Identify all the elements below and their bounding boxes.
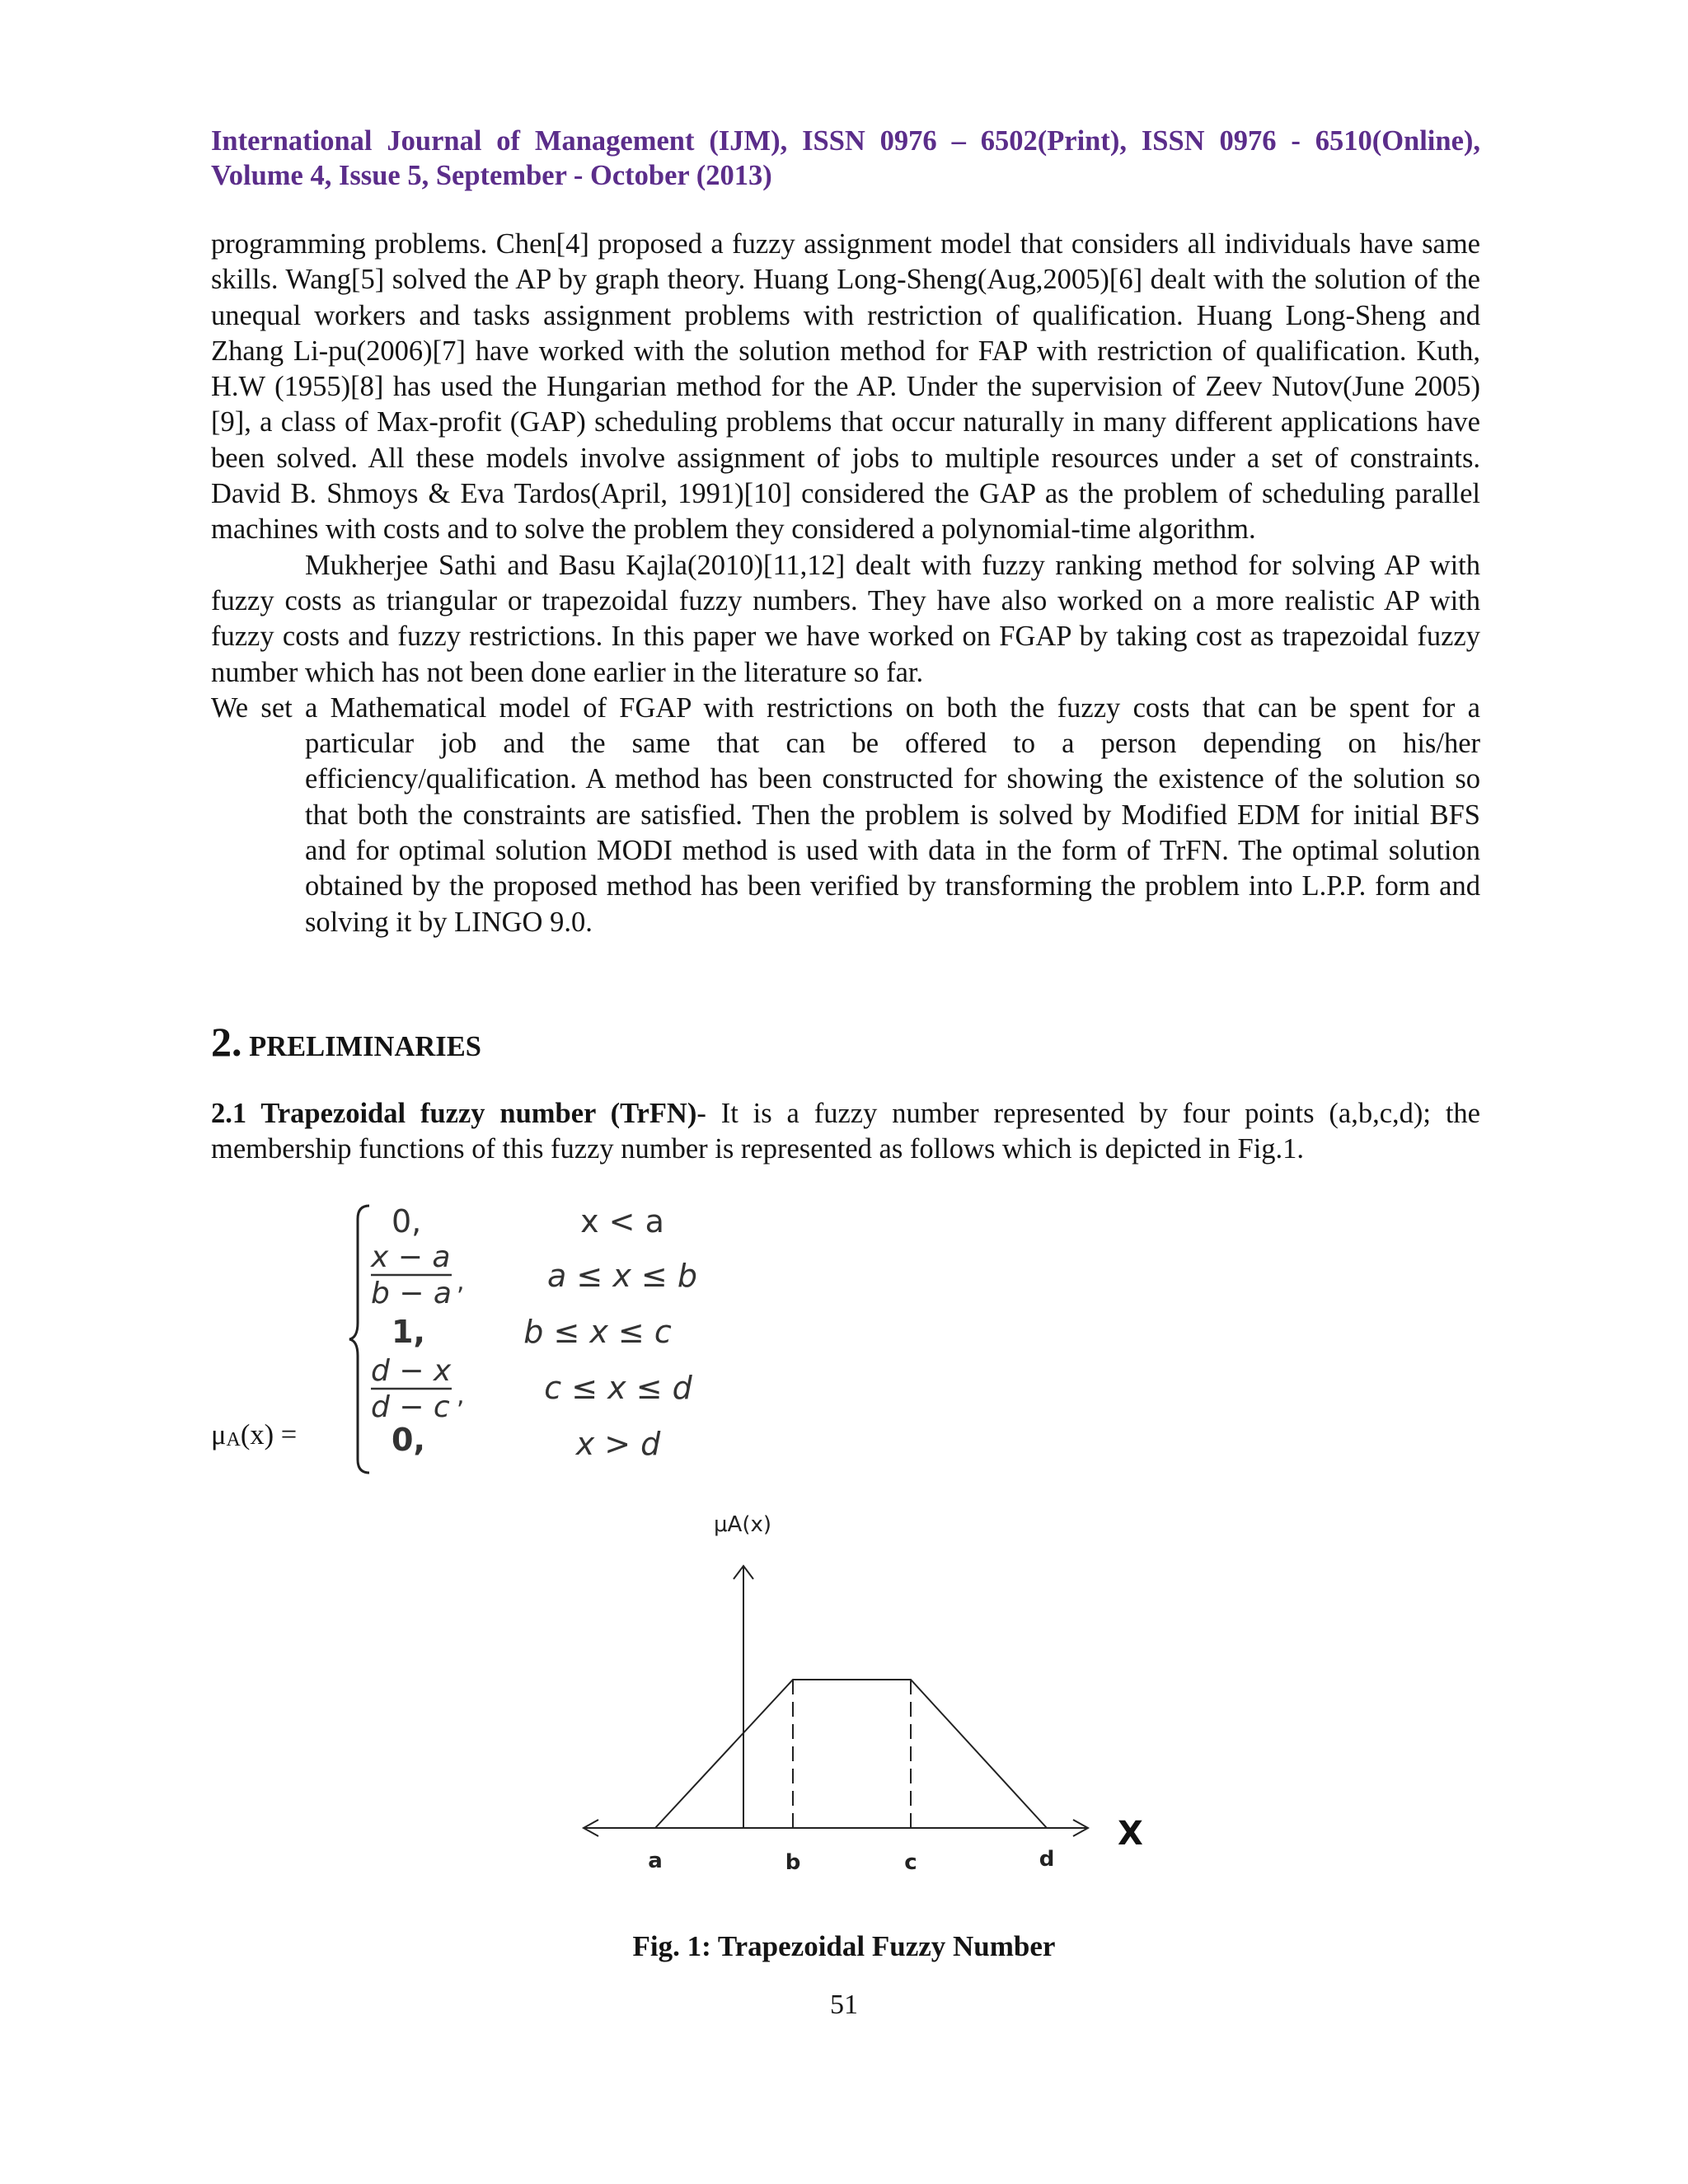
mu-subscript: A (226, 1429, 241, 1451)
value-1: 1, (392, 1314, 425, 1350)
value-fraction-2-den: d − c (371, 1390, 450, 1424)
y-axis-label: μA(x) (714, 1512, 772, 1537)
comma-1: , (457, 1268, 465, 1296)
value-0-last: 0, (392, 1422, 425, 1458)
subsection (211, 1096, 1480, 1168)
left-brace-icon (349, 1206, 369, 1473)
point-label-c: c (904, 1850, 917, 1875)
point-label-d: d (1039, 1847, 1055, 1872)
journal-header (211, 124, 1480, 193)
paragraph-3: We set a Mathematical model of FGAP with restrictions on both the fuzzy costs that can be spent for a particular job and the same that can be offered to a person depending on his/her efficiency/qualification. A method has been constructed for showing the existence of the solution so that both the constraints are satisfied. Then the problem is solved by Modified EDM for initial BFS and for optimal solution MODI method is used with data in the form of TrFN. The optimal solution obtained by the proposed method has been verified by transforming the problem into L.P.P. form and solving it by LINGO 9.0. (211, 691, 1480, 938)
condition-3: b ≤ x ≤ c (523, 1314, 672, 1350)
value-0-first: 0, (392, 1203, 422, 1240)
membership-formula (346, 1199, 808, 1479)
paragraph-2: Mukherjee Sathi and Basu Kajla(2010)[11,12] dealt with fuzzy ranking method for solving AP with fuzzy costs as triangular or trapezoidal fuzzy numbers. They have also worked on a more realistic AP with fuzzy costs and fuzzy restrictions. In this paper we have worked on FGAP by taking cost as trapezoidal fuzzy number which has not been done earlier in the literature so far. (211, 549, 1480, 688)
formula-lhs-rest: (x) = (240, 1419, 298, 1451)
trapezoid-figure (560, 1500, 1170, 1896)
page-number: 51 (830, 1990, 858, 2020)
value-fraction-1-num: x − a (371, 1240, 451, 1274)
subsection-label: 2.1 Trapezoidal fuzzy number (TrFN) (211, 1098, 697, 1129)
header-line-1: International Journal of Management (IJM), ISSN 0976 – 6502(Print), ISSN 0976 - 6510(Online), (211, 125, 1480, 157)
mu-symbol: μ (211, 1419, 227, 1451)
section-heading (211, 1018, 481, 1066)
point-label-a: a (648, 1849, 663, 1873)
formula-lhs (211, 1419, 297, 1451)
condition-4: c ≤ x ≤ d (544, 1370, 692, 1406)
header-line-2: Volume 4, Issue 5, September - October (2013) (211, 160, 772, 191)
condition-5: x > d (575, 1426, 661, 1462)
trapezoid-line (655, 1680, 1047, 1828)
figure-caption: Fig. 1: Trapezoidal Fuzzy Number (632, 1930, 1056, 1962)
condition-2: a ≤ x ≤ b (547, 1258, 697, 1294)
paragraph-1: programming problems. Chen[4] proposed a fuzzy assignment model that considers all individuals have same skills. Wang[5] solved the AP by graph theory. Huang Long-Sheng(Aug,2005)[6] dealt with the solution of the unequal workers and tasks assignment problems with restriction of qualification. Huang Long-Sheng and Zhang Li-pu(2006)[7] have worked with the solution method for FAP with restriction of qualification. Kuth, H.W (1955)[8] has used the Hungarian method for the AP. Under the supervision of Zeev Nutov(June 2005)[9], a class of Max-profit (GAP) scheduling problems that occur naturally in many different applications have been solved. All these models involve assignment of jobs to multiple resources under a set of constraints. David B. Shmoys & Eva Tardos(April, 1991)[10] considered the GAP as the problem of scheduling parallel machines with costs and to solve the problem they considered a polynomial-time algorithm. (211, 228, 1480, 546)
section-number: 2. (211, 1019, 242, 1065)
subsection-text: - It is a fuzzy number represented by four points (a,b,c,d); the membership functions of this fuzzy number is represented as follows which is depicted in Fig.1. (211, 1098, 1480, 1165)
value-fraction-1-den: b − a (371, 1277, 452, 1310)
condition-1: x < a (580, 1203, 664, 1240)
body-text (211, 227, 1480, 940)
x-axis-label: X (1118, 1815, 1143, 1853)
comma-2: , (457, 1381, 465, 1410)
section-title: PRELIMINARIES (249, 1031, 481, 1062)
point-label-b: b (785, 1850, 801, 1875)
value-fraction-2-num: d − x (371, 1354, 452, 1388)
